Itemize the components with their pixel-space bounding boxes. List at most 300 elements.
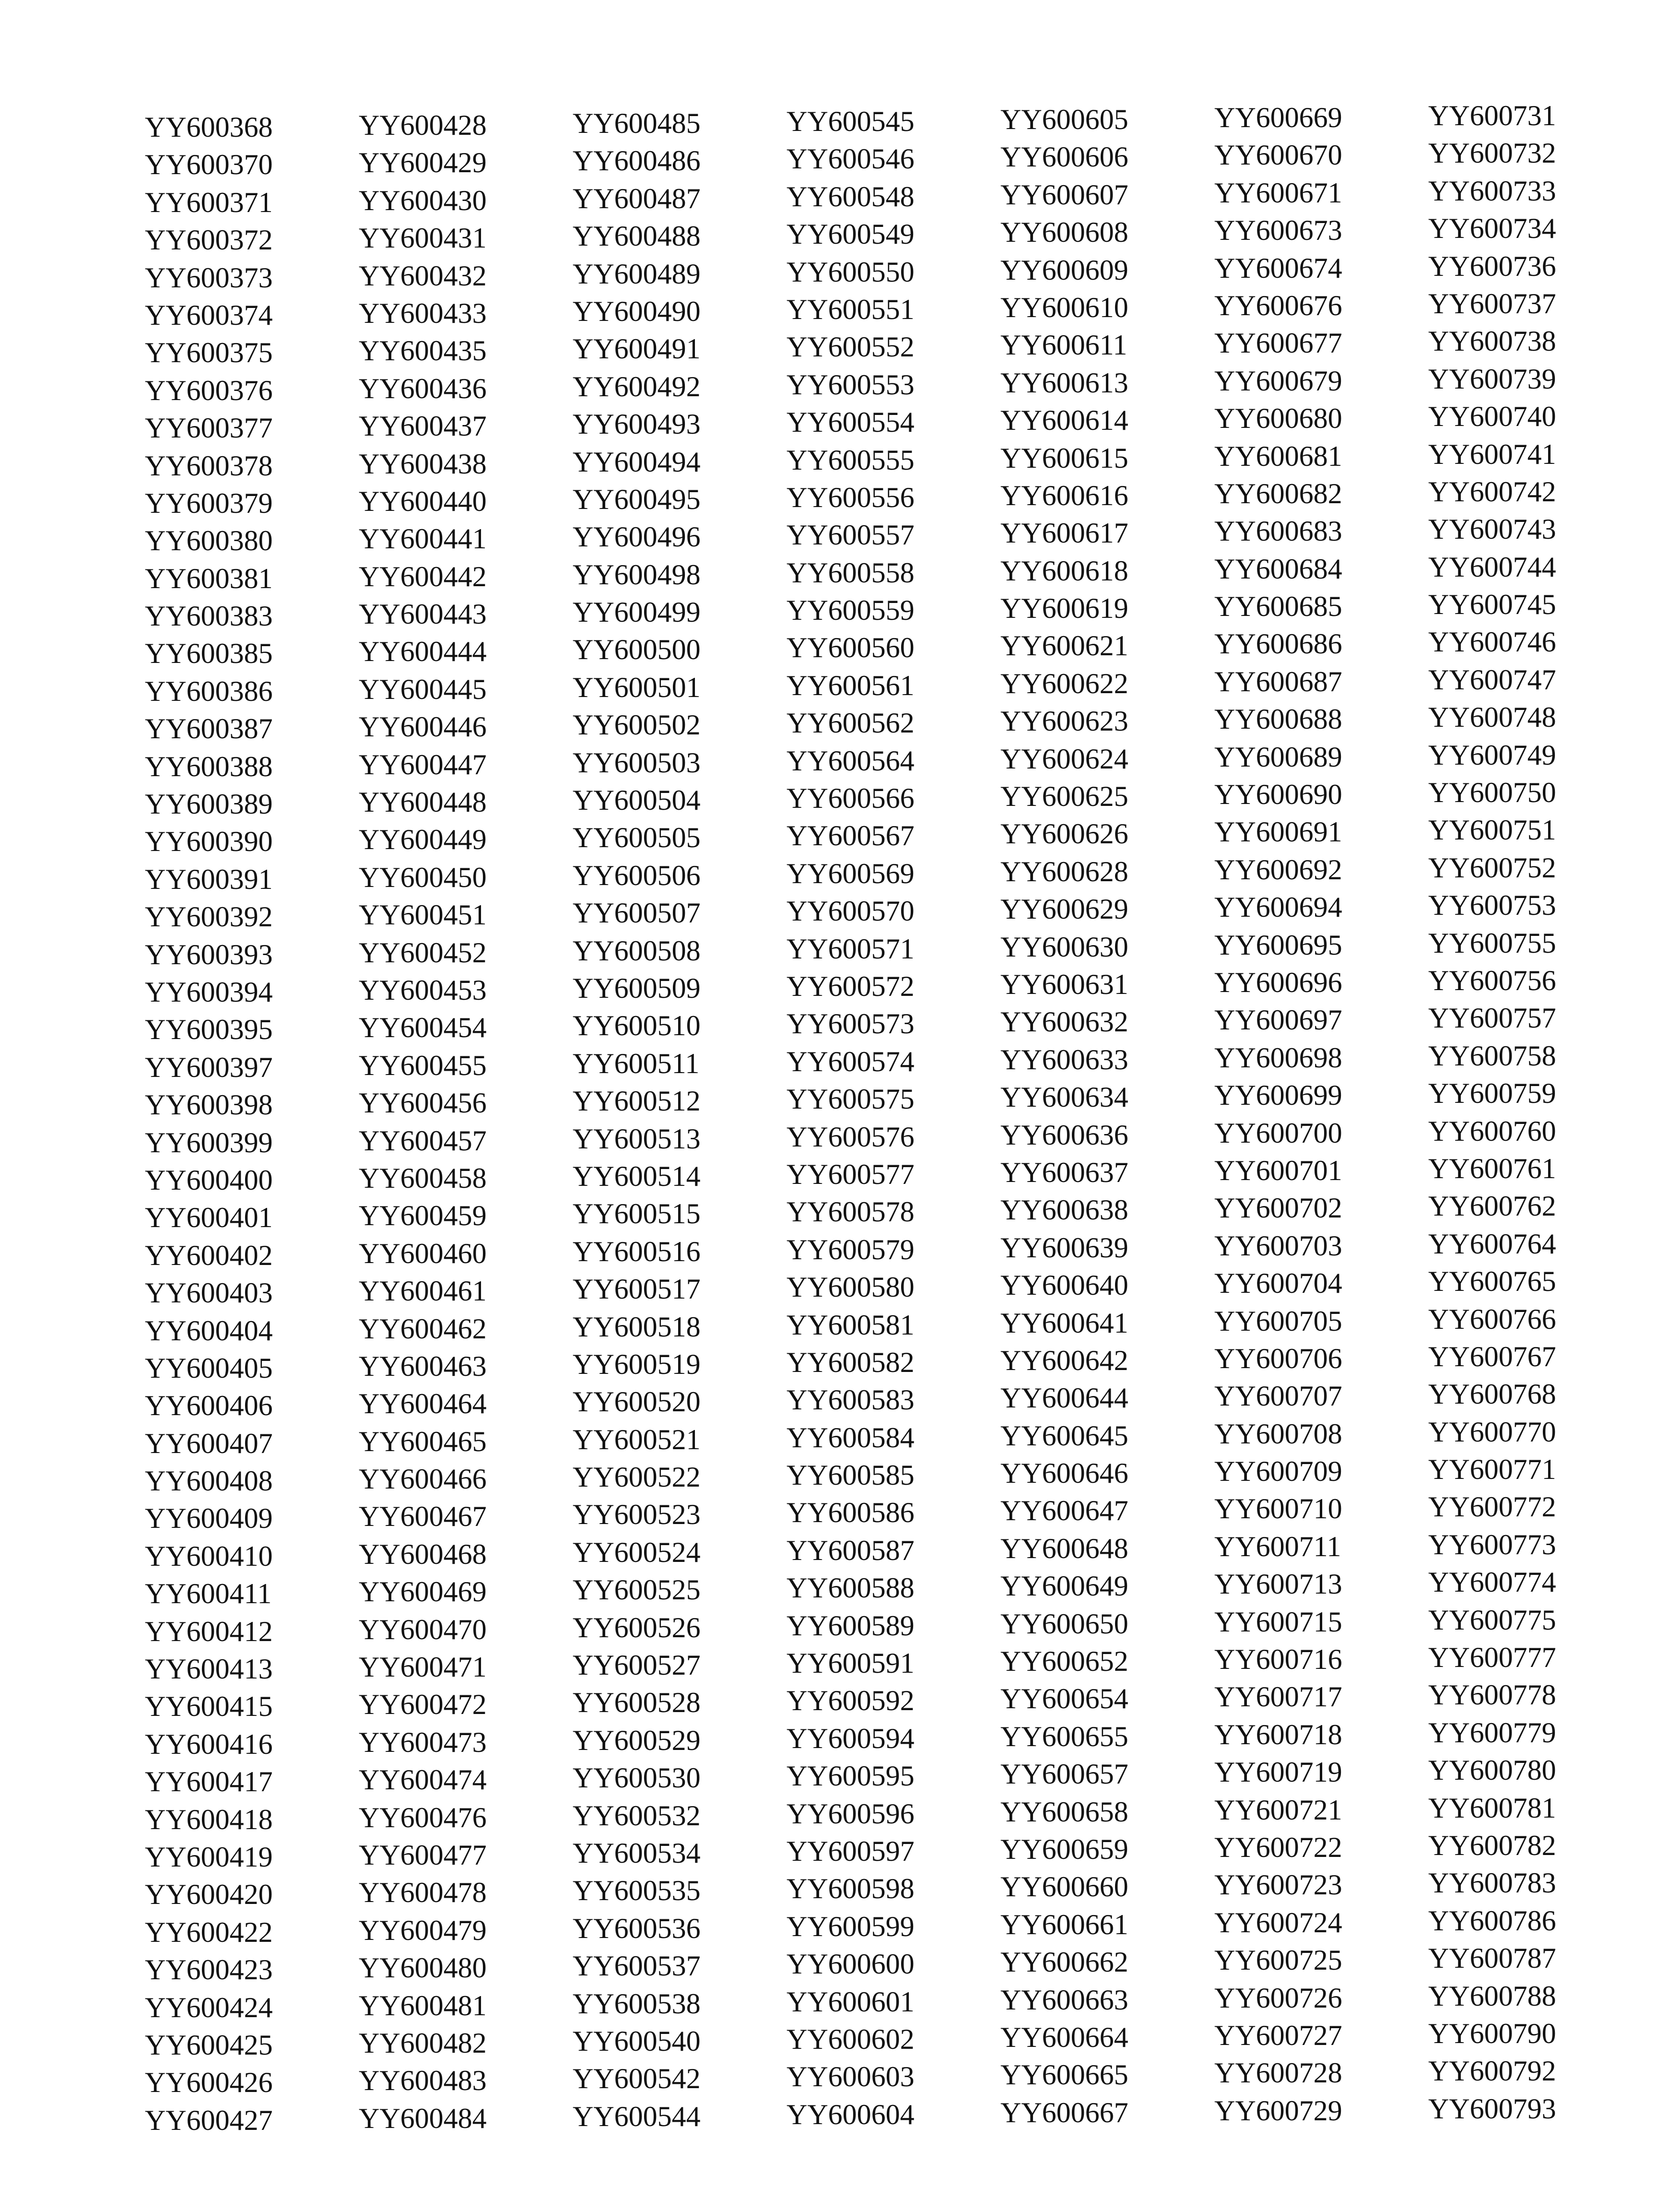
id-entry: YY600470 bbox=[359, 1613, 487, 1645]
id-entry: YY600532 bbox=[573, 1799, 701, 1832]
id-entry: YY600652 bbox=[1000, 1645, 1128, 1678]
id-entry: YY600576 bbox=[787, 1121, 915, 1153]
id-entry: YY600429 bbox=[359, 147, 487, 179]
id-entry: YY600496 bbox=[573, 521, 701, 553]
id-entry: YY600703 bbox=[1214, 1229, 1342, 1262]
id-entry: YY600556 bbox=[787, 481, 915, 513]
id-entry: YY600706 bbox=[1214, 1342, 1342, 1374]
id-entry: YY600765 bbox=[1428, 1265, 1556, 1298]
id-entry: YY600644 bbox=[1000, 1382, 1128, 1414]
id-entry: YY600424 bbox=[145, 1991, 273, 2023]
id-entry: YY600751 bbox=[1428, 814, 1556, 846]
id-entry: YY600566 bbox=[787, 782, 915, 815]
id-entry: YY600519 bbox=[573, 1348, 701, 1380]
id-entry: YY600455 bbox=[359, 1049, 487, 1081]
id-entry: YY600649 bbox=[1000, 1570, 1128, 1602]
id-entry: YY600386 bbox=[145, 675, 273, 707]
id-entry: YY600787 bbox=[1428, 1942, 1556, 1974]
id-entry: YY600592 bbox=[787, 1685, 915, 1717]
id-entry: YY600512 bbox=[573, 1085, 701, 1117]
id-entry: YY600719 bbox=[1214, 1756, 1342, 1788]
id-entry: YY600777 bbox=[1428, 1642, 1556, 1674]
id-entry: YY600385 bbox=[145, 638, 273, 670]
id-entry: YY600570 bbox=[787, 895, 915, 927]
id-entry: YY600772 bbox=[1428, 1491, 1556, 1523]
id-entry: YY600783 bbox=[1428, 1867, 1556, 1899]
id-entry: YY600377 bbox=[145, 412, 273, 444]
id-entry: YY600684 bbox=[1214, 553, 1342, 585]
id-entry: YY600780 bbox=[1428, 1754, 1556, 1786]
id-entry: YY600471 bbox=[359, 1651, 487, 1683]
id-entry: YY600724 bbox=[1214, 1906, 1342, 1938]
id-entry: YY600500 bbox=[573, 634, 701, 666]
id-entry: YY600368 bbox=[145, 111, 273, 143]
id-entry: YY600505 bbox=[573, 822, 701, 854]
id-entry: YY600404 bbox=[145, 1314, 273, 1347]
id-entry: YY600572 bbox=[787, 970, 915, 1002]
id-entry: YY600527 bbox=[573, 1649, 701, 1681]
id-entry: YY600748 bbox=[1428, 701, 1556, 733]
id-entry: YY600529 bbox=[573, 1724, 701, 1756]
id-entry: YY600412 bbox=[145, 1615, 273, 1647]
id-entry: YY600602 bbox=[787, 2023, 915, 2055]
id-entry: YY600766 bbox=[1428, 1303, 1556, 1335]
id-entry: YY600540 bbox=[573, 2025, 701, 2057]
id-entry: YY600710 bbox=[1214, 1493, 1342, 1525]
id-entry: YY600422 bbox=[145, 1916, 273, 1948]
id-entry: YY600686 bbox=[1214, 628, 1342, 660]
id-entry: YY600613 bbox=[1000, 366, 1128, 399]
id-entry: YY600718 bbox=[1214, 1718, 1342, 1750]
id-entry: YY600734 bbox=[1428, 213, 1556, 245]
id-entry: YY600614 bbox=[1000, 404, 1128, 437]
id-column-1 bbox=[145, 108, 356, 2139]
id-entry: YY600632 bbox=[1000, 1006, 1128, 1038]
id-entry: YY600499 bbox=[573, 596, 701, 628]
id-entry: YY600697 bbox=[1214, 1004, 1342, 1036]
id-entry: YY600465 bbox=[359, 1425, 487, 1457]
id-entry: YY600523 bbox=[573, 1499, 701, 1531]
id-entry: YY600514 bbox=[573, 1160, 701, 1192]
id-entry: YY600786 bbox=[1428, 1904, 1556, 1937]
id-entry: YY600676 bbox=[1214, 289, 1342, 321]
id-entry: YY600691 bbox=[1214, 816, 1342, 848]
id-entry: YY600376 bbox=[145, 374, 273, 406]
id-entry: YY600518 bbox=[573, 1311, 701, 1343]
id-entry: YY600483 bbox=[359, 2065, 487, 2097]
id-entry: YY600581 bbox=[787, 1309, 915, 1341]
id-entry: YY600559 bbox=[787, 594, 915, 626]
id-entry: YY600509 bbox=[573, 972, 701, 1004]
id-entry: YY600767 bbox=[1428, 1340, 1556, 1372]
id-entry: YY600474 bbox=[359, 1764, 487, 1796]
id-entry: YY600491 bbox=[573, 333, 701, 365]
id-entry: YY600373 bbox=[145, 261, 273, 294]
id-entry: YY600371 bbox=[145, 186, 273, 218]
id-entry: YY600596 bbox=[787, 1797, 915, 1830]
id-entry: YY600746 bbox=[1428, 626, 1556, 658]
id-entry: YY600759 bbox=[1428, 1077, 1556, 1110]
id-entry: YY600481 bbox=[359, 1989, 487, 2021]
id-entry: YY600639 bbox=[1000, 1231, 1128, 1264]
id-entry: YY600438 bbox=[359, 448, 487, 480]
id-entry: YY600762 bbox=[1428, 1190, 1556, 1222]
id-entry: YY600768 bbox=[1428, 1378, 1556, 1410]
id-entry: YY600510 bbox=[573, 1010, 701, 1042]
id-entry: YY600542 bbox=[573, 2063, 701, 2095]
id-entry: YY600599 bbox=[787, 1910, 915, 1942]
id-entry: YY600549 bbox=[787, 218, 915, 250]
id-entry: YY600673 bbox=[1214, 214, 1342, 247]
id-entry: YY600619 bbox=[1000, 592, 1128, 625]
id-entry: YY600492 bbox=[573, 370, 701, 402]
id-entry: YY600758 bbox=[1428, 1040, 1556, 1072]
id-entry: YY600380 bbox=[145, 525, 273, 557]
id-entry: YY600416 bbox=[145, 1728, 273, 1760]
id-entry: YY600650 bbox=[1000, 1607, 1128, 1640]
id-entry: YY600708 bbox=[1214, 1418, 1342, 1450]
id-entry: YY600747 bbox=[1428, 663, 1556, 696]
id-entry: YY600609 bbox=[1000, 254, 1128, 286]
id-entry: YY600616 bbox=[1000, 479, 1128, 511]
id-entry: YY600749 bbox=[1428, 739, 1556, 771]
id-entry: YY600744 bbox=[1428, 551, 1556, 583]
id-entry: YY600495 bbox=[573, 483, 701, 515]
id-entry: YY600522 bbox=[573, 1461, 701, 1493]
id-entry: YY600781 bbox=[1428, 1792, 1556, 1824]
id-entry: YY600524 bbox=[573, 1536, 701, 1568]
id-column-2 bbox=[359, 106, 570, 2137]
id-entry: YY600726 bbox=[1214, 1982, 1342, 2014]
id-entry: YY600736 bbox=[1428, 250, 1556, 282]
id-entry: YY600654 bbox=[1000, 1683, 1128, 1715]
id-entry: YY600394 bbox=[145, 976, 273, 1008]
id-entry: YY600411 bbox=[145, 1578, 272, 1610]
id-entry: YY600594 bbox=[787, 1722, 915, 1754]
id-entry: YY600677 bbox=[1214, 327, 1342, 359]
id-entry: YY600588 bbox=[787, 1572, 915, 1604]
id-entry: YY600573 bbox=[787, 1008, 915, 1040]
id-entry: YY600667 bbox=[1000, 2096, 1128, 2128]
id-entry: YY600375 bbox=[145, 337, 273, 369]
id-entry: YY600773 bbox=[1428, 1528, 1556, 1560]
id-entry: YY600725 bbox=[1214, 1944, 1342, 1976]
id-entry: YY600745 bbox=[1428, 589, 1556, 621]
id-entry: YY600601 bbox=[787, 1985, 915, 2018]
id-entry: YY600775 bbox=[1428, 1604, 1556, 1636]
id-entry: YY600582 bbox=[787, 1346, 915, 1378]
id-entry: YY600459 bbox=[359, 1200, 487, 1232]
id-entry: YY600398 bbox=[145, 1089, 273, 1121]
id-entry: YY600389 bbox=[145, 788, 273, 820]
id-entry: YY600615 bbox=[1000, 442, 1128, 474]
id-entry: YY600446 bbox=[359, 711, 487, 743]
id-entry: YY600476 bbox=[359, 1801, 487, 1833]
id-entry: YY600640 bbox=[1000, 1269, 1128, 1301]
id-entry: YY600557 bbox=[787, 519, 915, 551]
id-entry: YY600715 bbox=[1214, 1606, 1342, 1638]
id-entry: YY600733 bbox=[1428, 175, 1556, 207]
id-entry: YY600452 bbox=[359, 936, 487, 969]
id-entry: YY600606 bbox=[1000, 141, 1128, 173]
id-entry: YY600624 bbox=[1000, 743, 1128, 775]
id-entry: YY600486 bbox=[573, 145, 701, 177]
id-entry: YY600379 bbox=[145, 487, 273, 519]
id-entry: YY600704 bbox=[1214, 1267, 1342, 1300]
id-entry: YY600580 bbox=[787, 1271, 915, 1303]
id-entry: YY600682 bbox=[1214, 477, 1342, 509]
id-entry: YY600550 bbox=[787, 256, 915, 288]
id-entry: YY600645 bbox=[1000, 1419, 1128, 1452]
id-entry: YY600705 bbox=[1214, 1305, 1342, 1337]
id-entry: YY600453 bbox=[359, 974, 487, 1006]
id-entry: YY600750 bbox=[1428, 777, 1556, 809]
id-entry: YY600699 bbox=[1214, 1079, 1342, 1111]
id-entry: YY600561 bbox=[787, 669, 915, 701]
id-entry: YY600584 bbox=[787, 1421, 915, 1454]
id-entry: YY600374 bbox=[145, 299, 273, 331]
id-entry: YY600662 bbox=[1000, 1946, 1128, 1978]
id-entry: YY600548 bbox=[787, 180, 915, 213]
id-entry: YY600741 bbox=[1428, 438, 1556, 470]
id-entry: YY600628 bbox=[1000, 855, 1128, 887]
id-entry: YY600451 bbox=[359, 899, 487, 931]
id-entry: YY600436 bbox=[359, 372, 487, 404]
id-entry: YY600700 bbox=[1214, 1117, 1342, 1149]
id-entry: YY600490 bbox=[573, 295, 701, 327]
id-entry: YY600618 bbox=[1000, 555, 1128, 587]
id-entry: YY600604 bbox=[787, 2098, 915, 2130]
id-entry: YY600393 bbox=[145, 938, 273, 970]
id-entry: YY600687 bbox=[1214, 665, 1342, 697]
id-entry: YY600516 bbox=[573, 1235, 701, 1267]
id-entry: YY600554 bbox=[787, 406, 915, 438]
id-entry: YY600392 bbox=[145, 901, 273, 933]
id-entry: YY600493 bbox=[573, 408, 701, 440]
id-entry: YY600478 bbox=[359, 1877, 487, 1909]
id-entry: YY600545 bbox=[787, 106, 915, 137]
id-entry: YY600617 bbox=[1000, 517, 1128, 549]
id-entry: YY600788 bbox=[1428, 1980, 1556, 2012]
id-entry: YY600402 bbox=[145, 1239, 273, 1271]
id-column-3 bbox=[573, 105, 784, 2135]
id-entry: YY600713 bbox=[1214, 1568, 1342, 1600]
id-entry: YY600771 bbox=[1428, 1454, 1556, 1486]
id-entry: YY600432 bbox=[359, 260, 487, 292]
id-entry: YY600689 bbox=[1214, 741, 1342, 773]
id-entry: YY600597 bbox=[787, 1835, 915, 1867]
id-entry: YY600410 bbox=[145, 1540, 273, 1572]
id-entry: YY600637 bbox=[1000, 1156, 1128, 1188]
id-entry: YY600445 bbox=[359, 673, 487, 705]
id-entry: YY600664 bbox=[1000, 2021, 1128, 2053]
id-entry: YY600608 bbox=[1000, 216, 1128, 248]
id-entry: YY600595 bbox=[787, 1760, 915, 1792]
id-entry: YY600461 bbox=[359, 1275, 487, 1307]
id-entry: YY600585 bbox=[787, 1459, 915, 1491]
id-entry: YY600381 bbox=[145, 562, 273, 594]
id-entry: YY600657 bbox=[1000, 1758, 1128, 1790]
id-entry: YY600426 bbox=[145, 2067, 273, 2099]
id-entry: YY600600 bbox=[787, 1948, 915, 1980]
id-entry: YY600665 bbox=[1000, 2059, 1128, 2091]
id-entry: YY600727 bbox=[1214, 2019, 1342, 2051]
id-entry: YY600737 bbox=[1428, 287, 1556, 319]
id-entry: YY600729 bbox=[1214, 2094, 1342, 2127]
id-entry: YY600779 bbox=[1428, 1716, 1556, 1749]
id-entry: YY600732 bbox=[1428, 137, 1556, 169]
id-entry: YY600660 bbox=[1000, 1871, 1128, 1903]
id-entry: YY600659 bbox=[1000, 1833, 1128, 1865]
id-entry: YY600473 bbox=[359, 1726, 487, 1758]
id-entry: YY600520 bbox=[573, 1386, 701, 1418]
id-entry: YY600460 bbox=[359, 1237, 487, 1269]
id-entry: YY600641 bbox=[1000, 1307, 1128, 1339]
id-entry: YY600610 bbox=[1000, 291, 1128, 323]
id-entry: YY600661 bbox=[1000, 1908, 1128, 1940]
id-entry: YY600456 bbox=[359, 1087, 487, 1119]
id-entry: YY600391 bbox=[145, 863, 273, 895]
id-entry: YY600435 bbox=[359, 335, 487, 367]
id-entry: YY600569 bbox=[787, 857, 915, 889]
id-entry: YY600685 bbox=[1214, 591, 1342, 623]
id-entry: YY600425 bbox=[145, 2029, 273, 2061]
id-entry: YY600420 bbox=[145, 1879, 273, 1911]
id-entry: YY600711 bbox=[1214, 1530, 1341, 1562]
id-entry: YY600634 bbox=[1000, 1081, 1128, 1113]
id-entry: YY600709 bbox=[1214, 1455, 1342, 1488]
id-entry: YY600372 bbox=[145, 224, 273, 256]
id-entry: YY600406 bbox=[145, 1390, 273, 1422]
id-entry: YY600430 bbox=[359, 184, 487, 216]
id-entry: YY600695 bbox=[1214, 929, 1342, 961]
id-entry: YY600484 bbox=[359, 2102, 487, 2134]
id-entry: YY600648 bbox=[1000, 1532, 1128, 1564]
id-entry: YY600560 bbox=[787, 632, 915, 664]
id-entry: YY600571 bbox=[787, 933, 915, 965]
id-entry: YY600469 bbox=[359, 1576, 487, 1608]
id-entry: YY600546 bbox=[787, 143, 915, 175]
id-entry: YY600535 bbox=[573, 1875, 701, 1907]
id-entry: YY600513 bbox=[573, 1123, 701, 1155]
id-entry: YY600756 bbox=[1428, 964, 1556, 996]
id-entry: YY600441 bbox=[359, 523, 487, 555]
id-entry: YY600488 bbox=[573, 220, 701, 252]
id-entry: YY600621 bbox=[1000, 630, 1128, 662]
id-entry: YY600792 bbox=[1428, 2055, 1556, 2087]
id-entry: YY600463 bbox=[359, 1350, 487, 1382]
id-entry: YY600629 bbox=[1000, 893, 1128, 925]
id-entry: YY600423 bbox=[145, 1954, 273, 1986]
id-entry: YY600722 bbox=[1214, 1831, 1342, 1863]
id-entry: YY600633 bbox=[1000, 1043, 1128, 1075]
id-entry: YY600743 bbox=[1428, 513, 1556, 545]
id-entry: YY600383 bbox=[145, 600, 273, 632]
id-entry: YY600688 bbox=[1214, 703, 1342, 735]
id-entry: YY600551 bbox=[787, 293, 915, 325]
id-entry: YY600526 bbox=[573, 1611, 701, 1643]
id-entry: YY600440 bbox=[359, 485, 487, 517]
id-entry: YY600692 bbox=[1214, 853, 1342, 886]
id-entry: YY600508 bbox=[573, 934, 701, 967]
id-entry: YY600378 bbox=[145, 449, 273, 482]
id-entry: YY600511 bbox=[573, 1047, 700, 1079]
id-entry: YY600403 bbox=[145, 1277, 273, 1309]
id-entry: YY600658 bbox=[1000, 1796, 1128, 1828]
id-entry: YY600760 bbox=[1428, 1115, 1556, 1147]
id-entry: YY600388 bbox=[145, 750, 273, 782]
id-entry: YY600574 bbox=[787, 1045, 915, 1077]
id-entry: YY600764 bbox=[1428, 1228, 1556, 1260]
id-entry: YY600544 bbox=[573, 2100, 701, 2132]
id-entry: YY600770 bbox=[1428, 1416, 1556, 1448]
id-entry: YY600467 bbox=[359, 1501, 487, 1533]
id-entry: YY600530 bbox=[573, 1762, 701, 1794]
id-entry: YY600696 bbox=[1214, 966, 1342, 998]
id-entry: YY600387 bbox=[145, 713, 273, 745]
id-entry: YY600458 bbox=[359, 1162, 487, 1194]
id-entry: YY600663 bbox=[1000, 1984, 1128, 2016]
id-entry: YY600552 bbox=[787, 331, 915, 363]
id-entry: YY600442 bbox=[359, 560, 487, 592]
id-entry: YY600401 bbox=[145, 1202, 273, 1234]
id-entry: YY600395 bbox=[145, 1014, 273, 1046]
id-column-4 bbox=[787, 103, 998, 2133]
id-entry: YY600598 bbox=[787, 1873, 915, 1905]
id-entry: YY600589 bbox=[787, 1609, 915, 1642]
id-entry: YY600397 bbox=[145, 1051, 273, 1083]
id-entry: YY600603 bbox=[787, 2061, 915, 2093]
id-entry: YY600646 bbox=[1000, 1457, 1128, 1489]
id-entry: YY600702 bbox=[1214, 1192, 1342, 1224]
id-entry: YY600408 bbox=[145, 1465, 273, 1497]
id-entry: YY600534 bbox=[573, 1837, 701, 1869]
id-entry: YY600528 bbox=[573, 1687, 701, 1719]
id-entry: YY600567 bbox=[787, 820, 915, 852]
id-entry: YY600790 bbox=[1428, 2017, 1556, 2049]
id-entry: YY600626 bbox=[1000, 818, 1128, 850]
id-entry: YY600494 bbox=[573, 446, 701, 478]
id-entry: YY600477 bbox=[359, 1839, 487, 1871]
id-entry: YY600390 bbox=[145, 826, 273, 858]
id-entry: YY600607 bbox=[1000, 178, 1128, 211]
id-entry: YY600577 bbox=[787, 1158, 915, 1190]
id-entry: YY600413 bbox=[145, 1653, 273, 1685]
id-entry: YY600517 bbox=[573, 1273, 701, 1305]
id-entry: YY600502 bbox=[573, 709, 701, 741]
id-entry: YY600466 bbox=[359, 1463, 487, 1495]
id-entry: YY600485 bbox=[573, 107, 701, 139]
id-entry: YY600625 bbox=[1000, 780, 1128, 813]
id-entry: YY600428 bbox=[359, 109, 487, 141]
id-entry: YY600443 bbox=[359, 598, 487, 630]
id-entry: YY600433 bbox=[359, 297, 487, 329]
id-entry: YY600558 bbox=[787, 556, 915, 589]
id-entry: YY600507 bbox=[573, 897, 701, 929]
id-entry: YY600591 bbox=[787, 1647, 915, 1679]
id-entry: YY600630 bbox=[1000, 931, 1128, 963]
id-entry: YY600515 bbox=[573, 1198, 701, 1230]
id-entry: YY600578 bbox=[787, 1196, 915, 1228]
id-entry: YY600642 bbox=[1000, 1344, 1128, 1376]
id-entry: YY600731 bbox=[1428, 100, 1556, 131]
id-entry: YY600752 bbox=[1428, 851, 1556, 884]
id-entry: YY600437 bbox=[359, 410, 487, 442]
id-entry: YY600487 bbox=[573, 182, 701, 214]
id-entry: YY600521 bbox=[573, 1423, 701, 1455]
id-entry: YY600757 bbox=[1428, 1002, 1556, 1034]
id-entry: YY600679 bbox=[1214, 365, 1342, 397]
